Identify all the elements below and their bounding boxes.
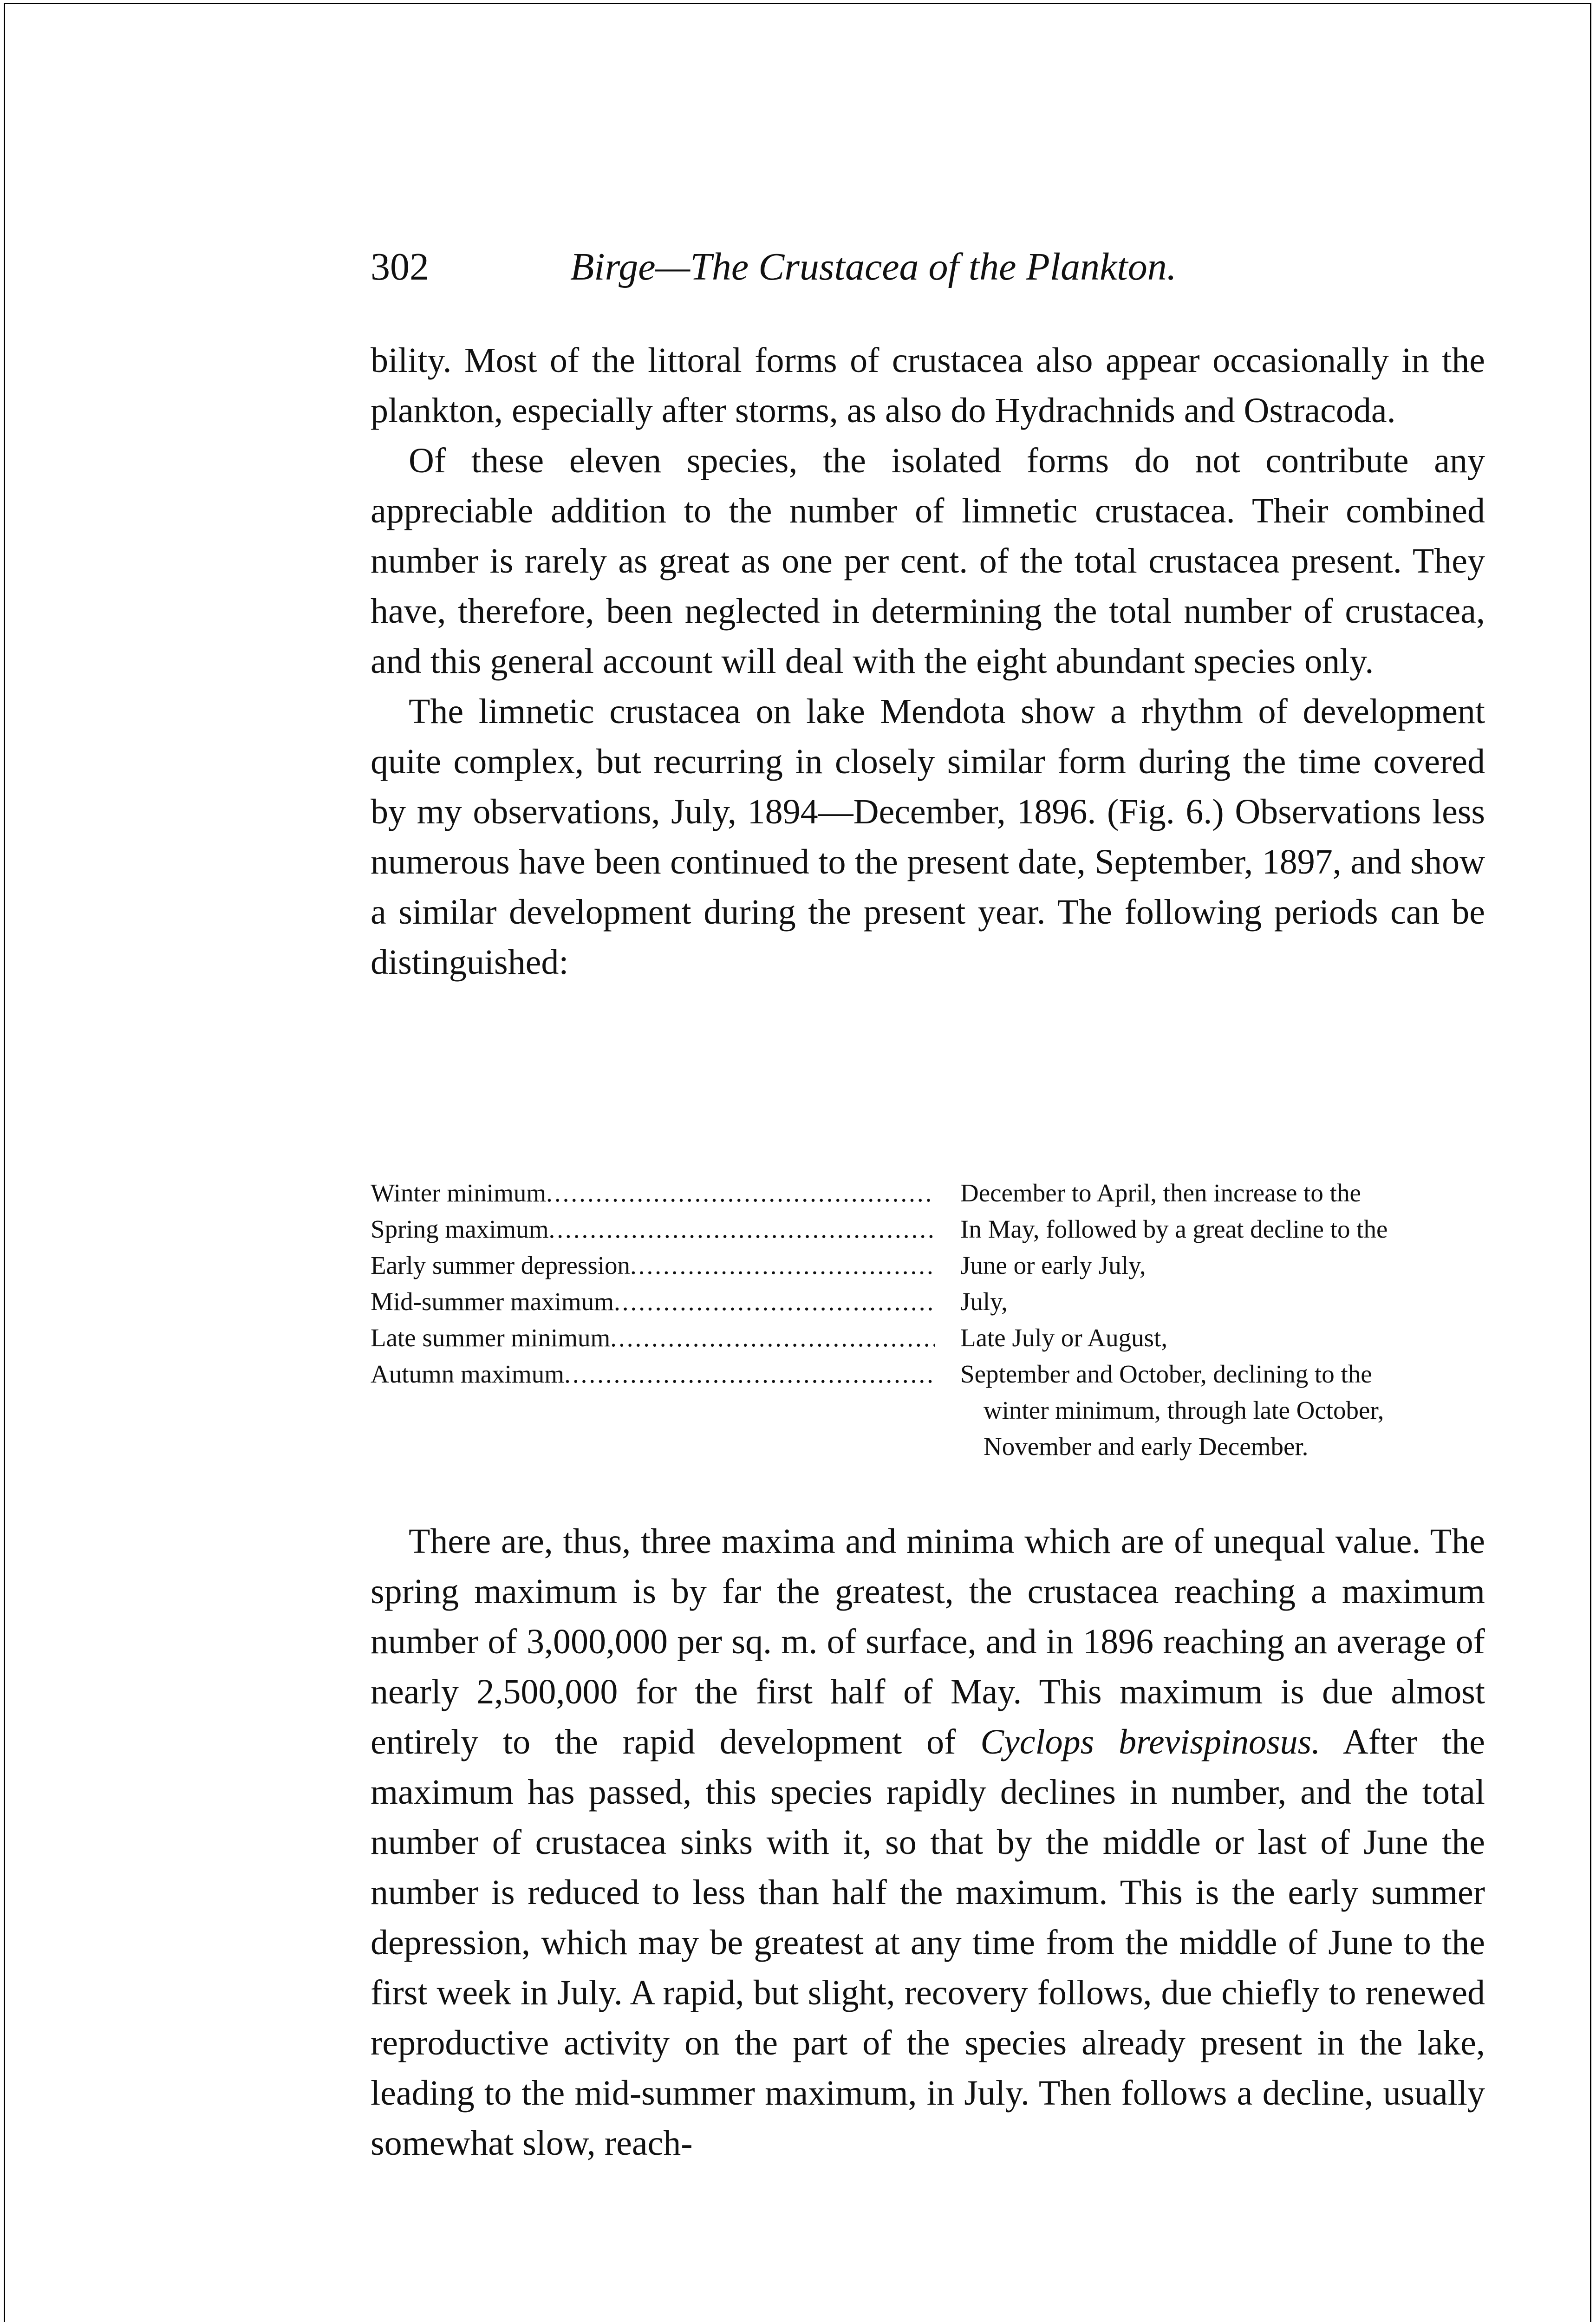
period-row (371, 1175, 1485, 1211)
dot-leader (610, 1320, 935, 1356)
body-text-top (371, 335, 1485, 987)
period-row (371, 1356, 1485, 1465)
period-description (935, 1284, 1485, 1320)
period-label: Spring maximum (371, 1215, 549, 1243)
dot-leader (614, 1284, 935, 1320)
period-row (371, 1320, 1485, 1356)
species-name: Cyclops brevispinosus. (980, 1722, 1321, 1761)
text-run: After the maximum has passed, this species rapidly declines in number, and the total number of crustacea sinks with it, so that by the middle or last of June the number is reduced to less than half the maximum. This is the early summer depression, which may be greatest at any time from the middle of June to the first week in July. A rapid, but slight, recovery follows, due chiefly to renewed reproductive activity on the part of the species already present in the lake, leading to the mid-summer maximum, in July. Then follows a decline, usually somewhat slow, reach- (371, 1722, 1485, 2163)
period-label: Early summer depression (371, 1251, 631, 1279)
period-label: Late summer minimum (371, 1324, 611, 1352)
period-description (935, 1175, 1485, 1211)
page-header (371, 241, 1299, 293)
period-label-cell (371, 1284, 935, 1320)
period-description (935, 1356, 1485, 1465)
dot-leader (564, 1356, 935, 1392)
period-label-cell (371, 1247, 935, 1284)
running-title: Birge—The Crustacea of the Plankton. (570, 245, 1177, 288)
period-description-line: winter minimum, through late October, (984, 1396, 1384, 1424)
period-row (371, 1211, 1485, 1247)
text-run: There are, thus, three maxima and minima which are of unequal value. The spring maximum is by far the greatest, the crustacea reaching a maximum number of 3,000,000 per sq. m. of surface, and in 1896 reaching an average of nearly 2,500,000 for the first half of May. This maximum is due almost entirely to the rapid development of (371, 1522, 1485, 1761)
periods-table (371, 1175, 1485, 1465)
period-description (935, 1247, 1485, 1284)
period-label-cell (371, 1211, 935, 1247)
period-label: Winter minimum (371, 1179, 547, 1207)
paragraph-isolated-forms: Of these eleven species, the isolated forms do not contribute any appreciable addition to the number of limnetic crustacea. Their combined number is rarely as great as one per cent. of the total crustacea present. They have, therefore, been neglected in determining the total number of crustacea, and this general account will deal with the eight abundant species only. (371, 441, 1485, 681)
period-description-line: November and early December. (984, 1432, 1309, 1461)
body-text-bottom (371, 1516, 1485, 2168)
period-label: Autumn maximum (371, 1360, 565, 1388)
dot-leader (548, 1211, 935, 1247)
paragraph-continuation: bility. Most of the littoral forms of crustacea also appear occasionally in the plankton, especially after storms, as also do Hydrachnids and Ostracoda. (371, 341, 1485, 430)
period-description (935, 1211, 1485, 1247)
period-description-line: September and October, declining to the (960, 1360, 1372, 1388)
dot-leader (546, 1175, 935, 1211)
paragraph-limnetic-rhythm: The limnetic crustacea on lake Mendota show a rhythm of development quite complex, but recurring in closely similar form during the time covered by my observations, July, 1894—December, 1896. (Fig. 6.) Observations less numerous have been continued to the present date, September, 1897, and show a similar development during the present year. The following periods can be distinguished: (371, 692, 1485, 982)
paragraph-maxima-minima (371, 1516, 1485, 2168)
period-label-cell (371, 1356, 935, 1392)
period-description-line: June or early July, (960, 1251, 1146, 1279)
period-label-cell (371, 1320, 935, 1356)
period-description-line: December to April, then increase to the (960, 1179, 1361, 1207)
period-description (935, 1320, 1485, 1356)
period-label-cell (371, 1175, 935, 1211)
dot-leader (630, 1247, 935, 1284)
period-label: Mid-summer maximum (371, 1287, 614, 1316)
period-description-line: July, (960, 1287, 1008, 1316)
period-description-line: In May, followed by a great decline to the (960, 1215, 1388, 1243)
page-number: 302 (371, 245, 429, 288)
period-row (371, 1284, 1485, 1320)
period-row (371, 1247, 1485, 1284)
period-description-line: Late July or August, (960, 1324, 1168, 1352)
